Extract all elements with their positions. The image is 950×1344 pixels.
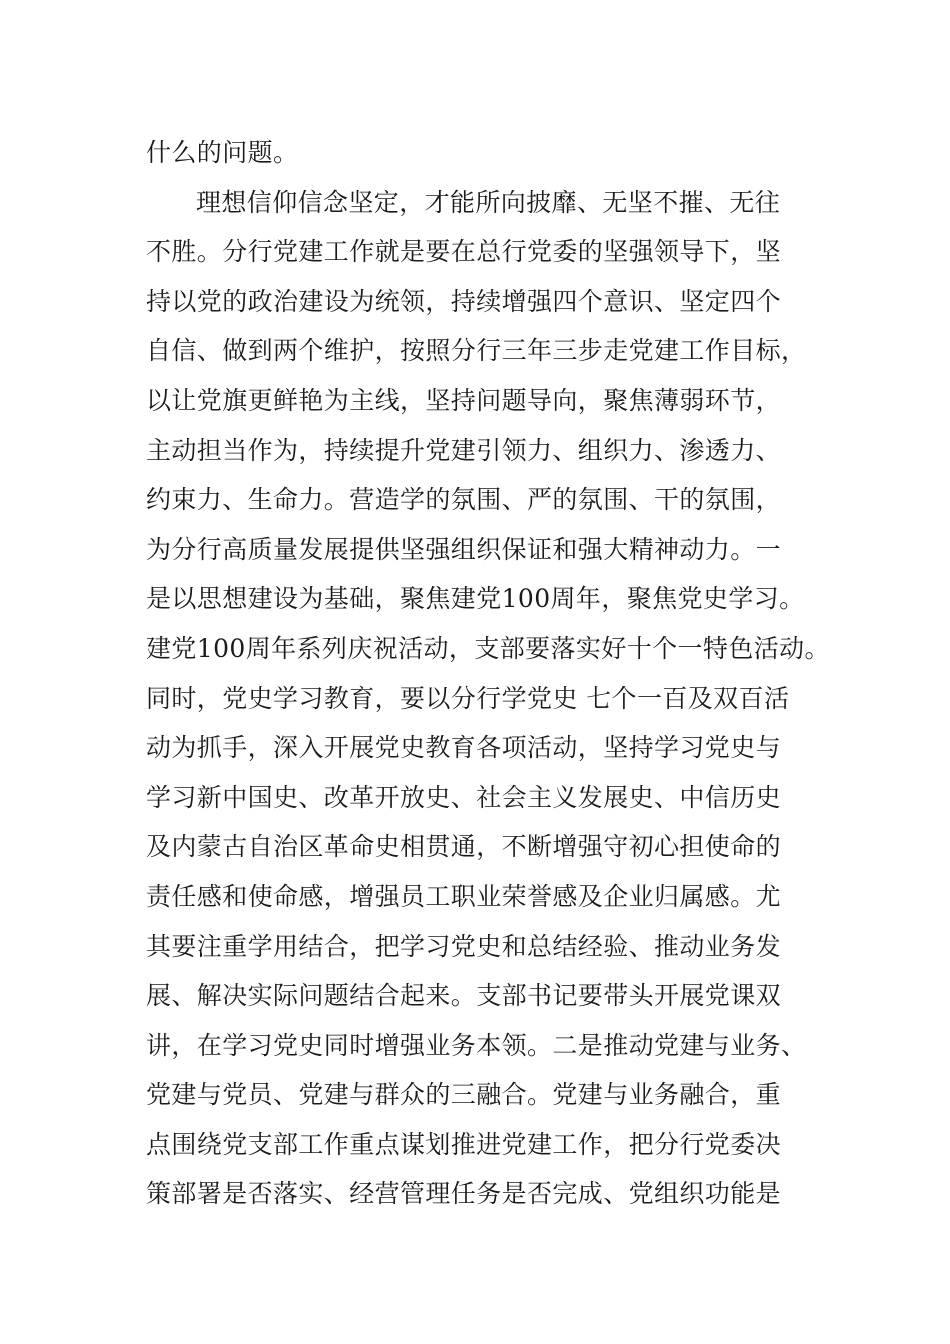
text-line: 以让党旗更鲜艳为主线，坚持问题导向，聚焦薄弱环节，: [146, 385, 782, 415]
text-line: 不胜。分行党建工作就是要在总行党委的坚强领导下，坚: [146, 237, 782, 267]
text-line: 党建与党员、党建与群众的三融合。党建与业务融合，重: [146, 1080, 782, 1110]
text-line: 什么的问题。: [146, 138, 299, 167]
paragraph-start-line: 理想信仰信念坚定，才能所向披靡、无坚不摧、无往: [196, 187, 781, 217]
text-line: 为分行高质量发展提供坚强组织保证和强大精神动力。一: [146, 534, 782, 564]
text-line: 持以党的政治建设为统领，持续增强四个意识、坚定四个: [146, 286, 782, 316]
body-text: [146, 128, 866, 1219]
text-line: 责任感和使命感，增强员工职业荣誉感及企业归属感。尤: [146, 881, 782, 911]
text-line: 展、解决实际问题结合起来。支部书记要带头开展党课双: [146, 981, 782, 1011]
text-line: 是以思想建设为基础，聚焦建党100周年，聚焦党史学习。: [146, 584, 805, 614]
text-line: 学习新中国史、改革开放史、社会主义发展史、中信历史: [146, 782, 782, 812]
text-line: 点围绕党支部工作重点谋划推进党建工作，把分行党委决: [146, 1129, 782, 1159]
text-line: 策部署是否落实、经营管理任务是否完成、党组织功能是: [146, 1179, 782, 1209]
text-line: 同时，党史学习教育，要以分行学党史 七个一百及双百活: [146, 683, 790, 713]
text-line: 自信、做到两个维护，按照分行三年三步走党建工作目标，: [146, 336, 807, 366]
text-line: 建党100周年系列庆祝活动，支部要落实好十个一特色活动。: [146, 633, 830, 663]
text-line: 主动担当作为，持续提升党建引领力、组织力、渗透力、: [146, 435, 782, 465]
text-line: 约束力、生命力。营造学的氛围、严的氛围、干的氛围，: [146, 485, 782, 515]
text-line: 讲，在学习党史同时增强业务本领。二是推动党建与业务、: [146, 1030, 807, 1060]
text-line: 及内蒙古自治区革命史相贯通，不断增强守初心担使命的: [146, 832, 782, 862]
text-line: 其要注重学用结合，把学习党史和总结经验、推动业务发: [146, 931, 782, 961]
text-line: 动为抓手，深入开展党史教育各项活动，坚持学习党史与: [146, 733, 782, 763]
